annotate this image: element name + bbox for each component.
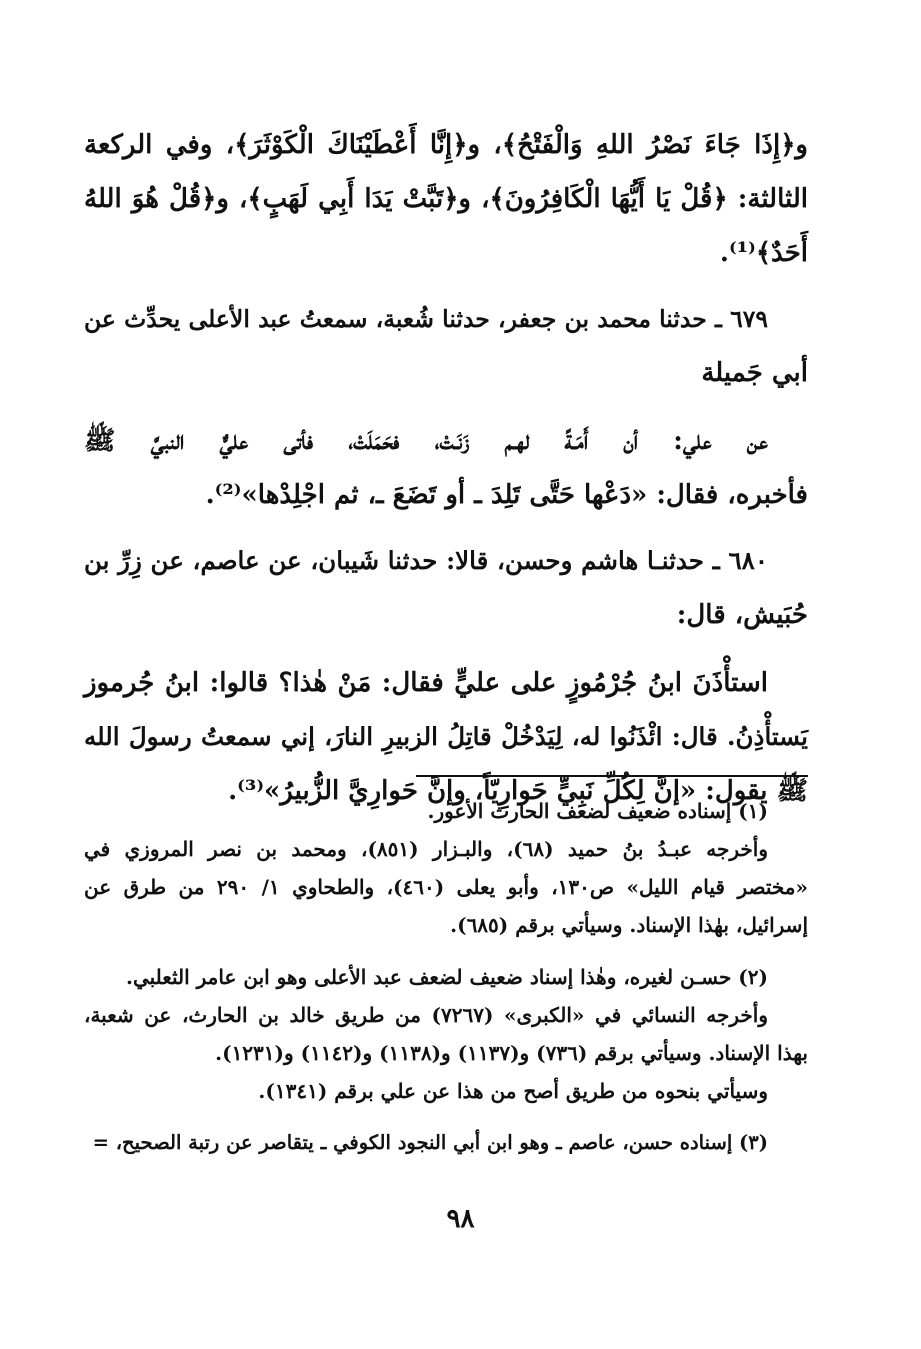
footnote-line: بهذا الإسناد. وسيأتي برقم (٧٣٦) و(١١٣٧) و(١١٣٨) و(١١٤٢) و(١٢٣١). xyxy=(215,1041,808,1065)
text-line: الثالثة: ﴿قُلْ يَا أَيُّهَا الْكَافِرُونَ﴾، و﴿تَبَّتْ يَدَا أَبِي لَهَبٍ﴾، و﴿قُلْ هُوَ اللهُ xyxy=(84,184,808,214)
footnote-line: وأخرجه عبـدُ بنُ حميد (٦٨)، والبـزار (٨٥١)، ومحمد بن نصر المروزي في xyxy=(84,837,768,861)
page-number: ٩٨ xyxy=(446,1204,475,1234)
text-line: أبي جَميلة xyxy=(701,358,808,388)
text-line: يَستأْذِنُ. قال: ائْذَنُوا له، لِيَدْخُلْ قاتِلُ الزبيرِ النارَ، إني سمعتُ رسولَ الله xyxy=(84,722,808,751)
main-text xyxy=(84,118,808,818)
footnote-line: وسيأتي بنحوه من طريق أصح من هذا عن علي برقم (١٣٤١). xyxy=(258,1079,768,1103)
footnote-line: إسرائيل، بهٰذا الإسناد. وسيأتي برقم (٦٨٥). xyxy=(450,913,808,937)
footnote-line: «مختصر قيام الليل» ص١٣٠، وأبو يعلى (٤٦٠)، والطحاوي ١/ ٢٩٠ من طرق عن xyxy=(84,875,808,899)
footnote-line: وأخرجه النسائي في «الكبرى» (٧٢٦٧) من طريق خالد بن الحارث، عن شعبة، xyxy=(84,1003,768,1027)
footnote-line: (٢) حسـن لغيره، وهٰذا إسناد ضعيف لضعف عبد الأعلى وهو ابن عامر الثعلبي. xyxy=(126,965,768,989)
text-line: حُبَيش، قال: xyxy=(676,600,808,630)
footnote-line: (٣) إسناده حسن، عاصم ـ وهو ابن أبي النجود الكوفي ـ يتقاصر عن رتبة الصحيح، = xyxy=(92,1131,768,1154)
hadith-number-line: ٦٧٩ ـ حدثنا محمد بن جعفر، حدثنا شُعبة، سمعتُ عبد الأعلى يحدِّث عن xyxy=(84,305,768,333)
footnote-separator xyxy=(416,775,808,777)
footnote-line: (١) إسناده ضعيف لضعف الحارث الأعور. xyxy=(427,799,768,823)
text-line: ﷺ يقول: «إنَّ لِكُلِّ نَبِيٍّ حَوارِيّاً، وإنَّ حَوارِيَّ الزُّبيرُ»⁽³⁾. xyxy=(228,776,808,806)
text-line: أَحَدٌ﴾⁽¹⁾. xyxy=(719,238,808,268)
text-line: فأخبره، فقال: «دَعْها حَتَّى تَلِدَ ـ أو تَضَعَ ـ، ثم اجْلِدْها»⁽²⁾. xyxy=(205,480,808,510)
text-line: و﴿إِذَا جَاءَ نَصْرُ اللهِ وَالْفَتْحُ﴾، و﴿إِنَّا أَعْطَيْنَاكَ الْكَوْثَرَ﴾، وفي الركعة xyxy=(84,130,808,160)
text-line: عن علي: أن أَمَـةً لهـم زَنَـتْ، فحَمَلَتْ، فأتى عليٌّ النبيَّ ﷺ xyxy=(84,426,768,456)
footnotes xyxy=(84,792,808,1162)
hadith-number-line: ٦٨٠ ـ حدثنـا هاشم وحسن، قالا: حدثنا شَيبان، عن عاصم، عن زِرِّ بن xyxy=(84,546,768,575)
text-line: استأْذَنَ ابنُ جُرْمُوزٍ على عليٍّ فقال: مَنْ هٰذا؟ قالوا: ابنُ جُرموز xyxy=(84,668,768,698)
